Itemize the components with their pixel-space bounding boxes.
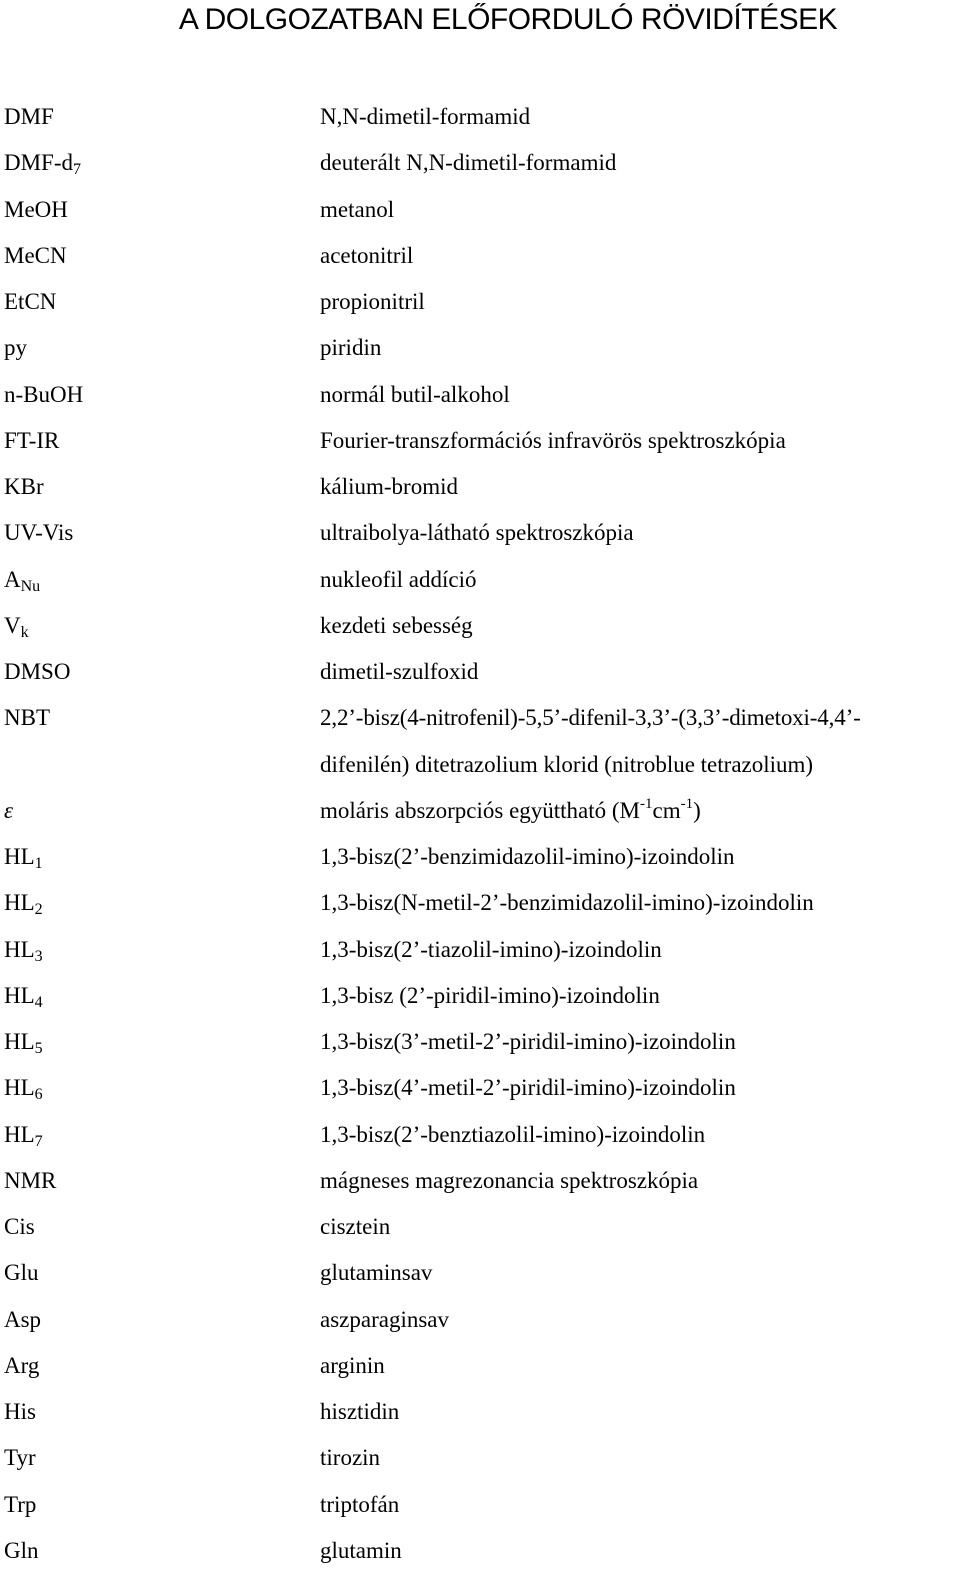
abbreviation-definition: mágneses magrezonancia spektroszkópia [320, 1167, 699, 1193]
abbreviation-subscript: 6 [34, 1086, 43, 1104]
abbreviation-term [4, 1435, 36, 1481]
abbreviation-row [0, 557, 960, 603]
abbreviation-definition: 2,2’-bisz(4-nitrofenil)-5,5’-difenil-3,3’-(3,3’-dimetoxi-4,4’- [320, 705, 861, 731]
abbreviation-text: HL [4, 1075, 35, 1101]
abbreviation-row [0, 1435, 960, 1481]
abbreviation-definition: 1,3-bisz(N-metil-2’-benzimidazolil-imino)-izoindolin [320, 890, 814, 916]
abbreviation-term [4, 649, 70, 695]
abbreviation-row [0, 695, 960, 741]
abbreviation-text: UV-Vis [4, 520, 74, 546]
abbreviation-row [0, 649, 960, 695]
abbreviation-term [4, 418, 59, 464]
abbreviation-definition: N,N-dimetil-formamid [320, 104, 531, 129]
abbreviation-text: n-BuOH [4, 381, 84, 407]
abbreviation-subscript: 4 [34, 993, 43, 1011]
abbreviation-text: NMR [4, 1167, 57, 1193]
abbreviation-term [4, 603, 29, 649]
abbreviation-row [0, 1112, 960, 1158]
abbreviation-text: py [4, 335, 27, 361]
abbreviation-row [0, 1019, 960, 1065]
abbreviation-row [0, 140, 960, 186]
abbreviation-term [4, 927, 43, 973]
abbreviation-term [4, 695, 50, 741]
abbreviation-definition: propionitril [320, 289, 425, 314]
definition-superscript: -1 [680, 795, 694, 812]
abbreviation-definition: piridin [320, 335, 382, 361]
abbreviation-term [4, 973, 43, 1019]
abbreviation-row [0, 973, 960, 1019]
abbreviation-term [4, 1482, 36, 1528]
abbreviation-definition: ultraibolya-látható spektroszkópia [320, 520, 634, 546]
abbreviation-subscript: 7 [34, 1132, 43, 1150]
abbreviation-row [0, 1204, 960, 1250]
abbreviation-text: EtCN [4, 289, 57, 314]
abbreviation-row [0, 325, 960, 371]
abbreviation-definition: kezdeti sebesség [320, 612, 473, 638]
abbreviation-text: HL [4, 1029, 35, 1054]
definition-text: cm [652, 797, 681, 823]
abbreviation-definition: 1,3-bisz(4’-metil-2’-piridil-imino)-izoindolin [320, 1075, 736, 1101]
abbreviation-definition: Fourier-transzformációs infravörös spektroszkópia [320, 427, 786, 453]
abbreviation-term [4, 233, 67, 279]
abbreviation-term [4, 557, 40, 603]
abbreviation-row [0, 1389, 960, 1435]
abbreviation-text: HL [4, 936, 35, 962]
abbreviation-subscript: k [20, 623, 29, 641]
abbreviation-row [0, 1158, 960, 1204]
abbreviation-row [0, 187, 960, 233]
abbreviation-definition: glutaminsav [320, 1260, 433, 1286]
abbreviation-term [4, 1297, 41, 1343]
abbreviation-text: HL [4, 1121, 35, 1147]
abbreviation-term [4, 464, 44, 510]
abbreviation-row-continuation [0, 742, 960, 788]
abbreviation-definition: kálium-bromid [320, 474, 458, 499]
definition-text: moláris abszorpciós együttható (M [320, 797, 641, 823]
abbreviation-row [0, 880, 960, 926]
abbreviation-text: HL [4, 844, 35, 869]
abbreviation-term [4, 880, 43, 926]
abbreviation-text: KBr [4, 474, 44, 499]
abbreviation-term [4, 1204, 35, 1250]
abbreviation-definition: dimetil-szulfoxid [320, 659, 479, 684]
abbreviation-row [0, 510, 960, 556]
abbreviation-term [4, 834, 43, 880]
abbreviation-definition: 1,3-bisz (2’-piridil-imino)-izoindolin [320, 982, 660, 1008]
abbreviation-row [0, 1482, 960, 1528]
abbreviation-text: MeCN [4, 242, 67, 268]
abbreviation-row [0, 788, 960, 834]
abbreviation-definition: normál butil-alkohol [320, 381, 510, 407]
abbreviation-definition: 1,3-bisz(2’-benztiazolil-imino)-izoindolin [320, 1121, 706, 1147]
abbreviation-term [4, 1065, 43, 1111]
abbreviation-definition: hisztidin [320, 1399, 400, 1424]
abbreviation-term [4, 1250, 39, 1296]
abbreviation-definition [320, 788, 701, 834]
abbreviation-text: Glu [4, 1260, 39, 1286]
abbreviation-term [4, 1019, 43, 1065]
abbreviation-text: FT-IR [4, 427, 60, 453]
abbreviation-term [4, 510, 73, 556]
abbreviation-term [4, 140, 81, 186]
abbreviation-row [0, 834, 960, 880]
abbreviation-row [0, 1250, 960, 1296]
page-title: A DOLGOZATBAN ELŐFORDULÓ RÖVIDÍTÉSEK [178, 3, 838, 36]
abbreviation-row [0, 1065, 960, 1111]
abbreviation-text: HL [4, 890, 35, 916]
abbreviation-definition: glutamin [320, 1537, 402, 1563]
abbreviation-text: HL [4, 982, 35, 1008]
abbreviation-row [0, 1528, 960, 1574]
abbreviation-subscript: Nu [20, 577, 41, 595]
abbreviation-definition: deuterált N,N-dimetil-formamid [320, 150, 617, 176]
abbreviation-text: Arg [4, 1352, 40, 1378]
abbreviation-subscript: 5 [34, 1040, 43, 1057]
abbreviation-text: ε [4, 797, 14, 823]
abbreviation-row [0, 279, 960, 325]
abbreviation-definition: arginin [320, 1352, 385, 1378]
abbreviation-text: Trp [4, 1491, 37, 1517]
abbreviation-definition: difenilén) ditetrazolium klorid (nitroblue tetrazolium) [320, 751, 814, 777]
abbreviation-term [4, 372, 83, 418]
definition-superscript: -1 [640, 795, 653, 812]
abbreviation-row [0, 1297, 960, 1343]
abbreviation-definition: 1,3-bisz(2’-tiazolil-imino)-izoindolin [320, 936, 662, 962]
abbreviation-text: V [4, 612, 21, 638]
abbreviation-term [4, 325, 27, 371]
abbreviation-term [4, 1112, 43, 1158]
abbreviation-row [0, 233, 960, 279]
abbreviation-text: A [4, 566, 21, 592]
abbreviation-text: DMF [4, 104, 54, 129]
abbreviation-text: NBT [4, 705, 50, 731]
definition-text: ) [693, 797, 701, 823]
abbreviation-text: His [4, 1399, 36, 1424]
abbreviation-definition: tirozin [320, 1445, 381, 1471]
abbreviation-definition: aszparaginsav [320, 1306, 449, 1332]
abbreviation-list [0, 94, 960, 1574]
abbreviation-definition: acetonitril [320, 242, 414, 268]
abbreviation-definition: metanol [320, 196, 395, 222]
abbreviation-row [0, 372, 960, 418]
abbreviation-term [4, 1389, 36, 1435]
abbreviation-text: Tyr [4, 1445, 36, 1471]
abbreviation-row [0, 94, 960, 140]
abbreviation-term [4, 279, 56, 325]
abbreviation-definition: cisztein [320, 1214, 391, 1239]
abbreviation-subscript: 2 [34, 901, 43, 919]
abbreviation-row [0, 603, 960, 649]
abbreviation-text: DMSO [4, 659, 71, 684]
abbreviation-definition: nukleofil addíció [320, 566, 477, 592]
abbreviation-term [4, 1343, 39, 1389]
abbreviation-row [0, 464, 960, 510]
abbreviation-subscript: 1 [34, 855, 43, 872]
abbreviation-row [0, 927, 960, 973]
abbreviation-text: Asp [4, 1306, 42, 1332]
abbreviation-text: Cis [4, 1214, 35, 1239]
abbreviation-definition: 1,3-bisz(2’-benzimidazolil-imino)-izoindolin [320, 844, 735, 869]
abbreviation-definition: 1,3-bisz(3’-metil-2’-piridil-imino)-izoindolin [320, 1029, 736, 1054]
abbreviation-text: Gln [4, 1537, 39, 1563]
abbreviation-text: MeOH [4, 196, 68, 222]
abbreviation-row [0, 418, 960, 464]
abbreviation-subscript: 7 [73, 161, 82, 179]
abbreviation-term [4, 1158, 56, 1204]
abbreviation-term [4, 187, 68, 233]
abbreviation-definition: triptofán [320, 1491, 400, 1517]
abbreviation-subscript: 3 [34, 947, 43, 965]
abbreviation-text: DMF-d [4, 150, 74, 176]
abbreviation-term [4, 94, 54, 140]
abbreviation-term [4, 788, 13, 834]
abbreviation-row [0, 1343, 960, 1389]
abbreviation-term [4, 1528, 39, 1574]
